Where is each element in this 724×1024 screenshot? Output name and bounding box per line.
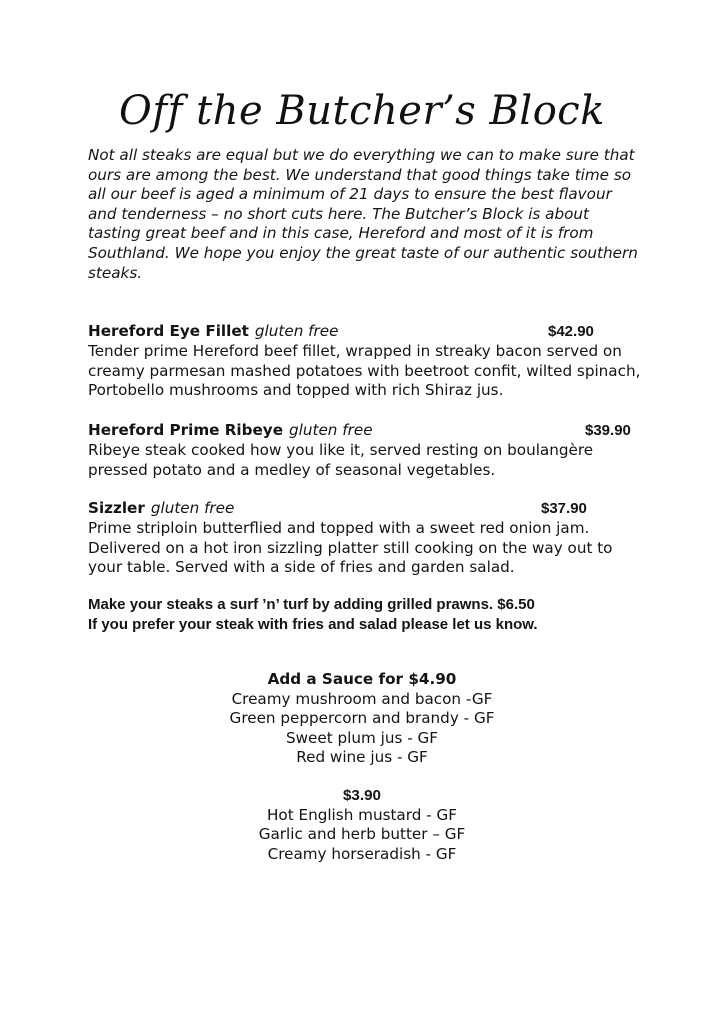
sauce-heading: Add a Sauce for $4.90 xyxy=(267,670,457,688)
item-price: $37.90 xyxy=(541,500,587,517)
item-description: Ribeye steak cooked how you like it, served resting on boulangère pressed potato and a medley of seasonal vegetables. xyxy=(88,441,594,479)
extras-item: Hot English mustard - GF xyxy=(266,805,457,824)
item-header xyxy=(88,499,648,519)
extras-item: Garlic and herb butter – GF xyxy=(258,825,466,843)
item-name: Hereford Eye Fillet xyxy=(88,322,249,340)
extras-section xyxy=(0,786,724,864)
item-description: Prime striploin butterflied and topped with a sweet red onion jam. Delivered on a hot iron sizzling platter still cooking on the way out to your table. Served with a side of fries and garden salad. xyxy=(88,519,613,577)
item-tag: gluten free xyxy=(254,322,339,340)
item-name: Sizzler xyxy=(88,499,145,517)
menu-title: Off the Butcher’s Block xyxy=(119,88,605,134)
sauce-item: Red wine jus - GF xyxy=(296,748,428,766)
sauce-item: Green peppercorn and brandy - GF xyxy=(229,709,495,727)
extras-heading: $3.90 xyxy=(342,787,381,804)
surf-turf-note: Make your steaks a surf ’n’ turf by adding grilled prawns. $6.50 xyxy=(88,596,535,613)
sauce-section xyxy=(0,670,724,768)
item-price: $39.90 xyxy=(585,422,631,439)
menu-item-prime-ribeye xyxy=(88,421,648,480)
item-name: Hereford Prime Ribeye xyxy=(88,421,284,439)
extras-list xyxy=(0,806,724,865)
extras-item: Creamy horseradish - GF xyxy=(267,844,457,863)
fries-salad-note: If you prefer your steak with fries and salad please let us know. xyxy=(88,615,538,633)
item-header xyxy=(88,322,648,342)
sauce-item: Creamy mushroom and bacon -GF xyxy=(231,689,493,708)
notes-block xyxy=(88,595,648,634)
sauce-list xyxy=(0,690,724,768)
item-tag: gluten free xyxy=(289,421,373,439)
menu-item-sizzler xyxy=(88,499,648,578)
item-price: $42.90 xyxy=(548,323,594,340)
menu-item-eye-fillet xyxy=(88,322,648,401)
item-description: Tender prime Hereford beef fillet, wrapped in streaky bacon served on creamy parmesan mashed potatoes with beetroot confit, wilted spinach, Portobello mushrooms and topped with rich Shiraz jus. xyxy=(88,342,641,400)
item-header xyxy=(88,421,648,441)
intro-paragraph: Not all steaks are equal but we do everything we can to make sure that ours are among the best. We understand that good things take time so all our beef is aged a minimum of 21 days to ensure the best flavour and tenderness – no short cuts here. The Butcher’s Block is about tasting great beef and in this case, Hereford and most of it is from Southland. We hope you enjoy the great taste of our authentic southern steaks. xyxy=(88,146,638,282)
item-tag: gluten free xyxy=(150,499,235,517)
sauce-item: Sweet plum jus - GF xyxy=(285,728,439,747)
